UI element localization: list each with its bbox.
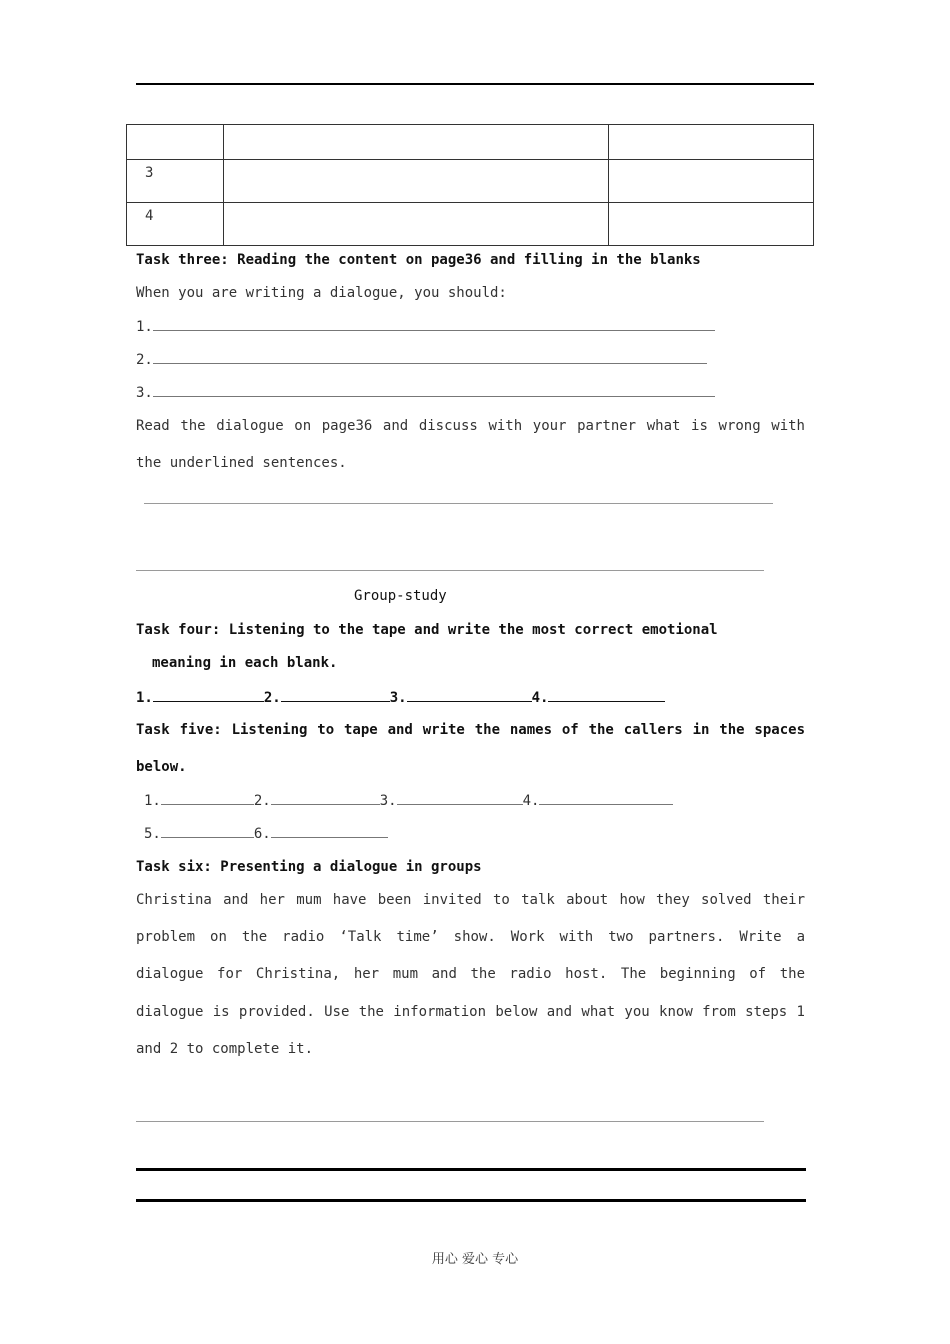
task3-item-1: 1. [136, 316, 715, 337]
table-cell-num [127, 125, 224, 160]
table-cell[interactable] [223, 203, 608, 246]
blank-line[interactable] [153, 316, 715, 331]
task6-line: Christina and her mum have been invited to talk about how they solved their [136, 892, 805, 908]
blank-line[interactable] [153, 349, 707, 364]
table-row [127, 125, 814, 160]
table-cell[interactable] [609, 160, 814, 203]
blank-line[interactable] [548, 687, 665, 702]
table-cell[interactable] [609, 203, 814, 246]
answer-line[interactable] [144, 503, 773, 504]
footer-rule [136, 1199, 806, 1202]
blank-line[interactable] [161, 823, 254, 838]
answer-line[interactable] [136, 570, 764, 571]
task3-title: Task three: Reading the content on page36 and filling in the blanks [136, 252, 701, 268]
task4-title-line2: meaning in each blank. [152, 655, 338, 671]
footer-rule [136, 1168, 806, 1171]
table-cell[interactable] [609, 125, 814, 160]
table-cell-num: 3 [127, 160, 224, 203]
task4-blanks: 1. 2. 3. 4. [136, 687, 665, 708]
table-cell-num: 4 [127, 203, 224, 246]
task3-item-2: 2. [136, 349, 707, 370]
blank-line[interactable] [539, 790, 673, 805]
task5-title-line2: below. [136, 759, 187, 775]
blank-line[interactable] [271, 823, 388, 838]
answer-table [126, 124, 814, 246]
blank-line[interactable] [397, 790, 523, 805]
page-footer: 用心 爱心 专心 [431, 1252, 519, 1267]
blank-line[interactable] [271, 790, 380, 805]
task6-line: dialogue for Christina, her mum and the radio host. The beginning of the [136, 966, 805, 982]
table-cell[interactable] [223, 160, 608, 203]
task6-line: problem on the radio ‘Talk time’ show. Work with two partners. Write a [136, 929, 805, 945]
blank-line[interactable] [161, 790, 254, 805]
task3-read-line2: the underlined sentences. [136, 455, 347, 471]
blank-line[interactable] [153, 687, 264, 702]
task3-intro: When you are writing a dialogue, you should: [136, 285, 507, 301]
task5-title-line1: Task five: Listening to tape and write the names of the callers in the spaces [136, 722, 805, 738]
task3-read-line1: Read the dialogue on page36 and discuss with your partner what is wrong with [136, 418, 805, 434]
task4-title-line1: Task four: Listening to the tape and write the most correct emotional [136, 622, 718, 638]
table-row [127, 203, 814, 246]
table-row [127, 160, 814, 203]
task3-item-3: 3. [136, 382, 715, 403]
task6-title: Task six: Presenting a dialogue in groups [136, 859, 482, 875]
task5-blanks-row2: 5. 6. [144, 823, 388, 844]
task5-blanks-row1: 1. 2. 3. 4. [144, 790, 673, 811]
header-rule [136, 83, 814, 85]
table-cell[interactable] [223, 125, 608, 160]
blank-line[interactable] [281, 687, 390, 702]
task6-line: dialogue is provided. Use the information below and what you know from steps 1 [136, 1004, 805, 1020]
group-study-heading: Group-study [354, 588, 447, 604]
blank-line[interactable] [153, 382, 715, 397]
answer-line[interactable] [136, 1121, 764, 1122]
task6-line: and 2 to complete it. [136, 1041, 314, 1057]
blank-line[interactable] [407, 687, 532, 702]
